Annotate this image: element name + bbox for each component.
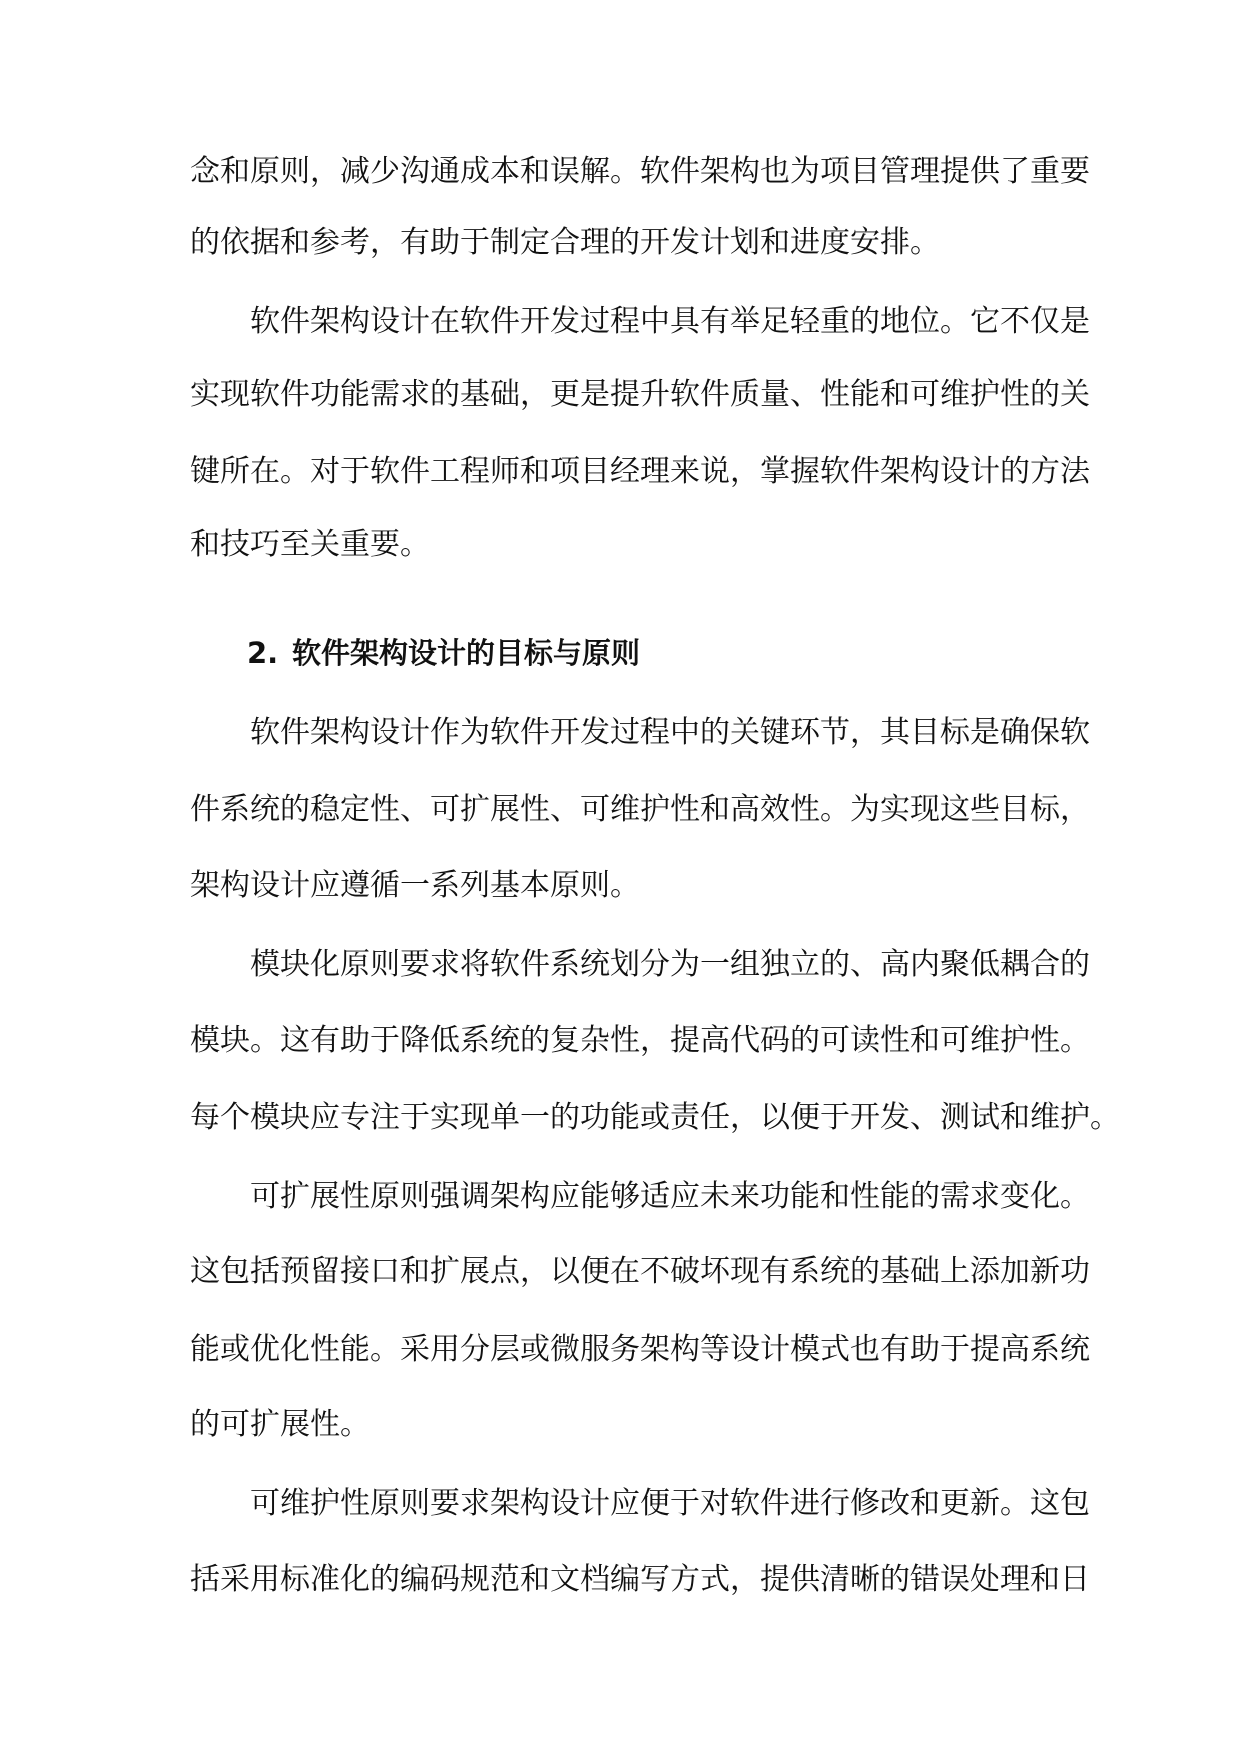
- text-line: 的依据和参考，有助于制定合理的开发计划和进度安排。: [190, 225, 940, 260]
- text-line: 括采用标准化的编码规范和文档编写方式，提供清晰的错误处理和日: [190, 1562, 1090, 1597]
- text-line: 实现软件功能需求的基础，更是提升软件质量、性能和可维护性的关: [190, 377, 1090, 412]
- text-line: 这包括预留接口和扩展点，以便在不破坏现有系统的基础上添加新功: [190, 1254, 1090, 1289]
- paragraph-first-line: 软件架构设计作为软件开发过程中的关键环节，其目标是确保软: [250, 715, 1090, 750]
- paragraph-first-line: 模块化原则要求将软件系统划分为一组独立的、高内聚低耦合的: [250, 947, 1090, 982]
- paragraph-first-line: 可扩展性原则强调架构应能够适应未来功能和性能的需求变化。: [250, 1179, 1090, 1214]
- text-line: 和技巧至关重要。: [190, 527, 430, 562]
- text-line: 键所在。对于软件工程师和项目经理来说，掌握软件架构设计的方法: [190, 454, 1090, 489]
- text-line: 能或优化性能。采用分层或微服务架构等设计模式也有助于提高系统: [190, 1332, 1090, 1367]
- text-line: 模块。这有助于降低系统的复杂性，提高代码的可读性和可维护性。: [190, 1023, 1090, 1058]
- section-title: 软件架构设计的目标与原则: [292, 636, 641, 670]
- text-line: 架构设计应遵循一系列基本原则。: [190, 868, 640, 903]
- text-line: 件系统的稳定性、可扩展性、可维护性和高效性。为实现这些目标，: [190, 792, 1090, 827]
- text-line: 每个模块应专注于实现单一的功能或责任，以便于开发、测试和维护。: [190, 1100, 1120, 1135]
- section-number: 2.: [247, 636, 279, 670]
- section-heading: [247, 633, 640, 673]
- text-line: 的可扩展性。: [190, 1407, 370, 1442]
- paragraph-first-line: 软件架构设计在软件开发过程中具有举足轻重的地位。它不仅是: [250, 304, 1090, 339]
- text-line: 念和原则，减少沟通成本和误解。软件架构也为项目管理提供了重要: [190, 154, 1090, 189]
- paragraph-first-line: 可维护性原则要求架构设计应便于对软件进行修改和更新。这包: [250, 1486, 1090, 1521]
